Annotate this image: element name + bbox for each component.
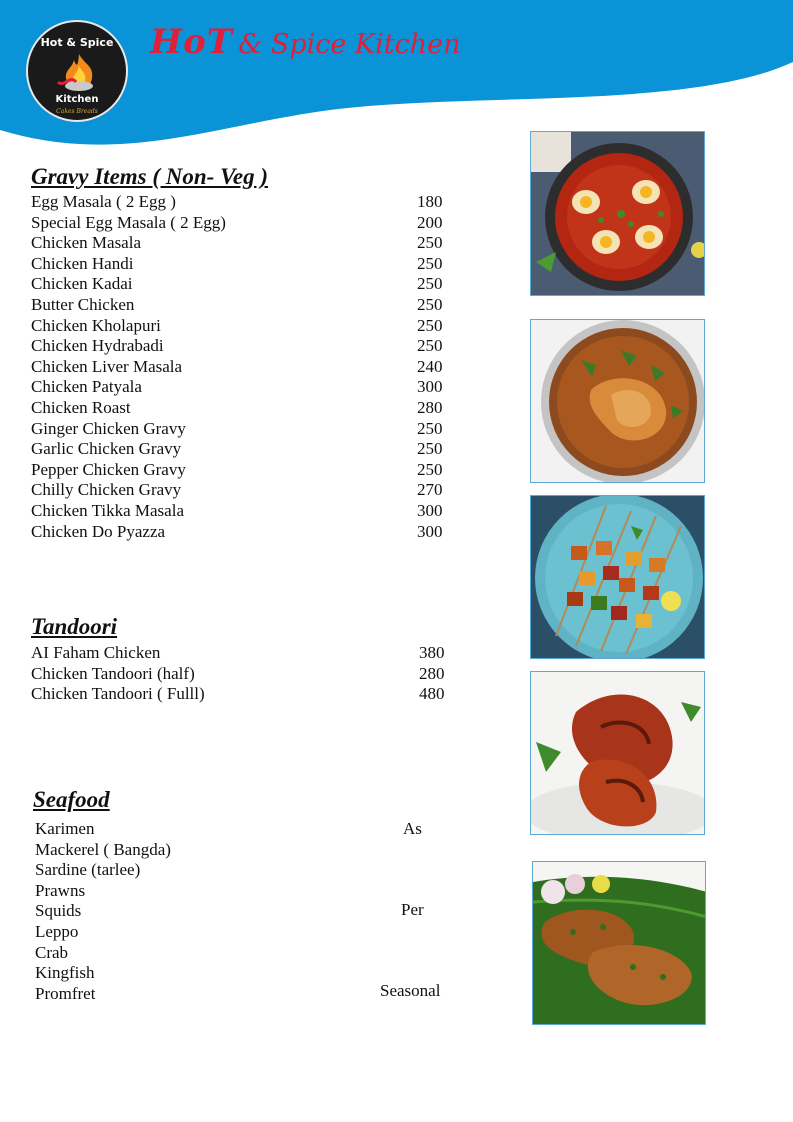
restaurant-logo (26, 20, 128, 122)
seafood-item: Karimen (35, 819, 95, 838)
seafood-item: Mackerel ( Bangda) (35, 839, 171, 859)
item-name: Pepper Chicken Gravy (31, 459, 186, 479)
item-price: 180 (417, 192, 443, 211)
gravy-item (31, 480, 451, 501)
gravy-item (31, 501, 451, 522)
item-price: 240 (417, 356, 443, 376)
tandoori-item (31, 643, 451, 664)
seafood-item: Leppo (35, 921, 79, 941)
item-price: 250 (417, 274, 443, 294)
gravy-item (31, 213, 451, 234)
tandoori-item (31, 684, 451, 705)
item-price: 250 (417, 439, 443, 459)
item-price: 200 (417, 212, 443, 232)
item-name: Chicken Handi (31, 253, 134, 273)
item-price: 250 (417, 294, 443, 314)
gravy-item (31, 295, 451, 316)
seafood-item: Crab (35, 942, 69, 962)
item-name: Special Egg Masala ( 2 Egg) (31, 212, 226, 232)
item-price: 380 (419, 643, 445, 662)
item-name: Chicken Patyala (31, 377, 142, 397)
seafood-price-note-seasonal: Seasonal (380, 981, 441, 1000)
logo-text-top: Hot & Spice (40, 36, 114, 49)
seafood-price-note-as: As (403, 819, 422, 838)
tandoori-item (31, 664, 451, 685)
gravy-item (31, 460, 451, 481)
item-name: Ginger Chicken Gravy (31, 418, 186, 438)
item-price: 250 (417, 233, 443, 253)
item-name: Chicken Masala (31, 233, 141, 253)
logo-text-tagline: Cakes Breads (56, 108, 98, 115)
item-price: 270 (417, 480, 443, 500)
item-price: 300 (417, 500, 443, 520)
seafood-item: Sardine (tarlee) (35, 860, 141, 880)
egg-curry-photo (530, 131, 705, 296)
item-name: Chicken Hydrabadi (31, 336, 164, 356)
item-name: Chicken Kholapuri (31, 315, 161, 335)
fried-fish-photo (532, 861, 706, 1025)
gravy-item (31, 254, 451, 275)
item-price: 280 (419, 663, 445, 683)
chicken-curry-photo (530, 319, 705, 483)
gravy-item (31, 398, 451, 419)
item-price: 480 (419, 684, 445, 704)
item-name: Chicken Tandoori ( Fulll) (31, 684, 205, 704)
gravy-item (31, 192, 451, 213)
item-name: Chicken Tandoori (half) (31, 663, 195, 683)
seafood-items-list (35, 819, 171, 1004)
seafood-item: Kingfish (35, 963, 95, 983)
item-price: 300 (417, 377, 443, 397)
item-name: Chicken Do Pyazza (31, 521, 166, 541)
gravy-item (31, 522, 451, 543)
section-title-tandoori: Tandoori (31, 614, 118, 639)
item-name: Chicken Liver Masala (31, 356, 183, 376)
item-price: 250 (417, 459, 443, 479)
brand-title-rest: & Spice Kitchen (238, 29, 461, 60)
gravy-item (31, 419, 451, 440)
item-name: Egg Masala ( 2 Egg ) (31, 192, 176, 211)
flame-icon (54, 52, 104, 94)
tandoori-chicken-photo (530, 671, 705, 835)
seafood-item: Promfret (35, 983, 96, 1003)
section-title-gravy: Gravy Items ( Non- Veg ) (31, 164, 268, 189)
item-price: 250 (417, 315, 443, 335)
gravy-item (31, 233, 451, 254)
gravy-item (31, 274, 451, 295)
tikka-skewers-photo (530, 495, 705, 659)
logo-text-kitchen: Kitchen (55, 94, 99, 105)
gravy-item (31, 336, 451, 357)
seafood-item: Prawns (35, 880, 86, 900)
item-price: 280 (417, 397, 443, 417)
item-price: 250 (417, 418, 443, 438)
item-name: Butter Chicken (31, 294, 135, 314)
item-price: 300 (417, 521, 443, 541)
brand-title (150, 22, 460, 62)
item-price: 250 (417, 253, 443, 273)
seafood-item: Squids (35, 901, 82, 921)
gravy-item (31, 439, 451, 460)
gravy-item (31, 377, 451, 398)
item-name: Chilly Chicken Gravy (31, 480, 182, 500)
item-name: Chicken Tikka Masala (31, 500, 184, 520)
brand-title-hot: HoT (150, 22, 234, 62)
seafood-price-note-per: Per (401, 900, 424, 919)
section-title-seafood: Seafood (33, 787, 110, 812)
item-price: 250 (417, 336, 443, 356)
gravy-item (31, 316, 451, 337)
item-name: Chicken Kadai (31, 274, 133, 294)
gravy-items-list (31, 192, 451, 542)
item-name: AI Faham Chicken (31, 643, 161, 662)
tandoori-items-list (31, 643, 451, 705)
gravy-item (31, 357, 451, 378)
item-name: Chicken Roast (31, 397, 131, 417)
item-name: Garlic Chicken Gravy (31, 439, 182, 459)
